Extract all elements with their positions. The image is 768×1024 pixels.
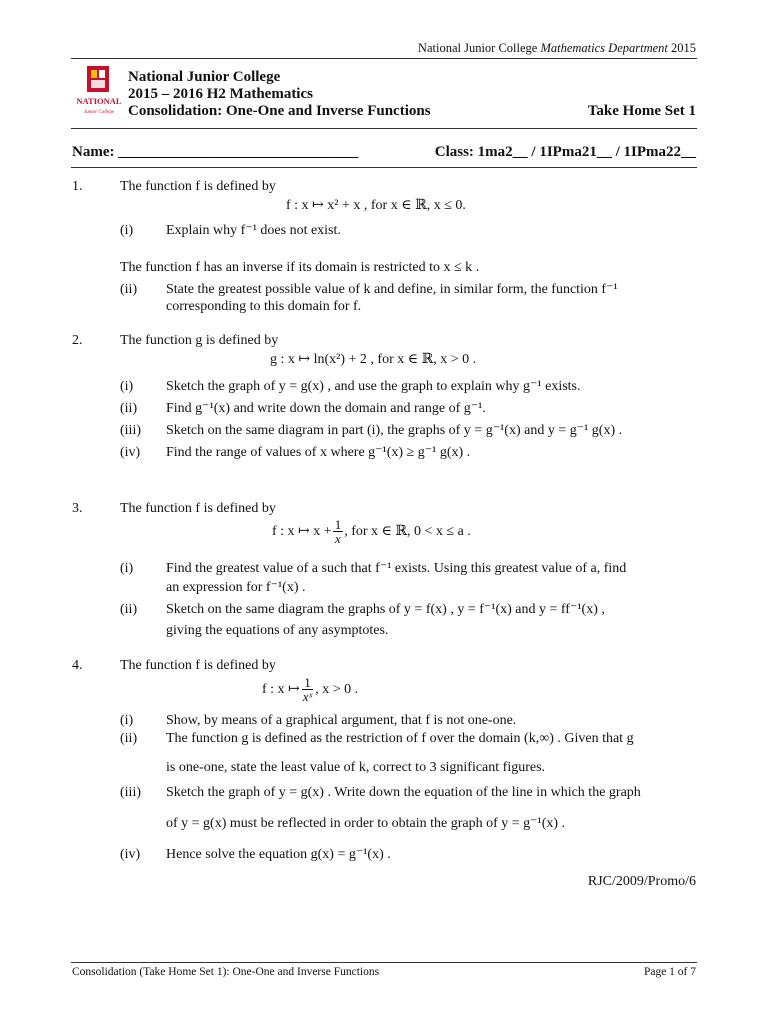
q2-ii-text: Find g⁻¹(x) and write down the domain and range of g⁻¹. xyxy=(166,401,486,416)
q3-i-text: Find the greatest value of a such that f⁻¹ exists. Using this greatest value of a, find xyxy=(166,561,627,576)
q1-number: 1. xyxy=(72,179,83,194)
q3-fraction: $\frac{1}{x}$ xyxy=(334,517,342,546)
q2-iii-text: Sketch on the same diagram in part (i), the graphs of y = g⁻¹(x) and y = g⁻¹ g(x) . xyxy=(166,423,623,438)
svg-text:NATIONAL: NATIONAL xyxy=(76,96,122,106)
q3-definition: f : x ↦ x + $\frac{1}{x}$ , for x ∈ ℝ, 0 < x ≤ a . xyxy=(272,517,471,546)
running-header: National Junior College Mathematics Department 2015 xyxy=(417,41,696,55)
q1-i-label: (i) xyxy=(120,223,134,238)
q1-intro: The function f is defined by xyxy=(120,179,276,194)
q4-iii-text-cont: of y = g(x) must be reflected in order to obtain the graph of y = g⁻¹(x) . xyxy=(166,816,566,831)
college-logo xyxy=(73,64,125,120)
q3-ii-label: (ii) xyxy=(120,602,138,617)
q4-fraction: $\frac{1}{\text{xˣ}}$ xyxy=(302,675,313,704)
title-rule xyxy=(71,128,697,129)
q2-i-text: Sketch the graph of y = g(x) , and use the graph to explain why g⁻¹ exists. xyxy=(166,379,581,394)
title-set: Take Home Set 1 xyxy=(587,103,696,119)
name-rule xyxy=(71,167,697,168)
footer-title: Consolidation (Take Home Set 1): One-One and Inverse Functions xyxy=(72,966,380,978)
title-topic: Consolidation: One-One and Inverse Functions xyxy=(128,103,431,119)
name-field: Name: ________________________________ xyxy=(72,144,359,160)
q4-ii-label: (ii) xyxy=(120,731,138,746)
q1-ii-label: (ii) xyxy=(120,282,138,297)
q1-definition: f : x ↦ x² + x , for x ∈ ℝ, x ≤ 0. xyxy=(286,198,466,213)
q4-definition: f : x ↦ $\frac{1}{\text{xˣ}}$ , x > 0 . xyxy=(262,675,359,704)
class-field: Class: 1ma2__ / 1IPma21__ / 1IPma22__ xyxy=(434,144,696,160)
q4-iv-text: Hence solve the equation g(x) = g⁻¹(x) . xyxy=(166,847,391,862)
q2-number: 2. xyxy=(72,333,83,348)
q2-iii-label: (iii) xyxy=(120,423,141,438)
q3-ii-text: Sketch on the same diagram the graphs of y = f(x) , y = f⁻¹(x) and y = ff⁻¹(x) , xyxy=(166,602,605,617)
q3-i-label: (i) xyxy=(120,561,134,576)
q4-number: 4. xyxy=(72,658,83,673)
q2-iv-label: (iv) xyxy=(120,445,141,460)
q3-ii-text-cont: giving the equations of any asymptotes. xyxy=(166,623,389,638)
q4-ii-text: The function g is defined as the restriction of f over the domain (k,∞) . Given that g xyxy=(166,731,634,746)
page-number: Page 1 of 7 xyxy=(643,966,696,978)
q2-i-label: (i) xyxy=(120,379,134,394)
q2-ii-label: (ii) xyxy=(120,401,138,416)
q1-ii-text: State the greatest possible value of k and define, in similar form, the function f⁻¹ xyxy=(166,282,618,297)
q3-intro: The function f is defined by xyxy=(120,501,276,516)
title-course: 2015 – 2016 H2 Mathematics xyxy=(128,86,313,102)
q2-intro: The function g is defined by xyxy=(120,333,279,348)
q3-i-text-cont: an expression for f⁻¹(x) . xyxy=(166,580,306,595)
q4-iii-text: Sketch the graph of y = g(x) . Write down the equation of the line in which the graph xyxy=(166,785,641,800)
q4-ii-text-cont: is one-one, state the least value of k, correct to 3 significant figures. xyxy=(166,760,546,775)
q4-source: RJC/2009/Promo/6 xyxy=(587,874,696,889)
svg-text:Junior College: Junior College xyxy=(84,110,114,115)
footer-rule xyxy=(71,962,697,963)
q4-i-label: (i) xyxy=(120,713,134,728)
header-rule xyxy=(71,58,697,59)
q3-number: 3. xyxy=(72,501,83,516)
q4-intro: The function f is defined by xyxy=(120,658,276,673)
q2-definition: g : x ↦ ln(x²) + 2 , for x ∈ ℝ, x > 0 . xyxy=(270,352,477,367)
q4-i-text: Show, by means of a graphical argument, that f is not one-one. xyxy=(166,713,517,728)
q4-iii-label: (iii) xyxy=(120,785,141,800)
q4-iv-label: (iv) xyxy=(120,847,141,862)
title-college: National Junior College xyxy=(128,69,281,85)
q1-i-text: Explain why f⁻¹ does not exist. xyxy=(166,223,341,238)
q1-ii-text-cont: corresponding to this domain for f. xyxy=(166,299,362,314)
q2-iv-text: Find the range of values of x where g⁻¹(x) ≥ g⁻¹ g(x) . xyxy=(166,445,471,460)
q1-restrict: The function f has an inverse if its domain is restricted to x ≤ k . xyxy=(120,260,480,275)
